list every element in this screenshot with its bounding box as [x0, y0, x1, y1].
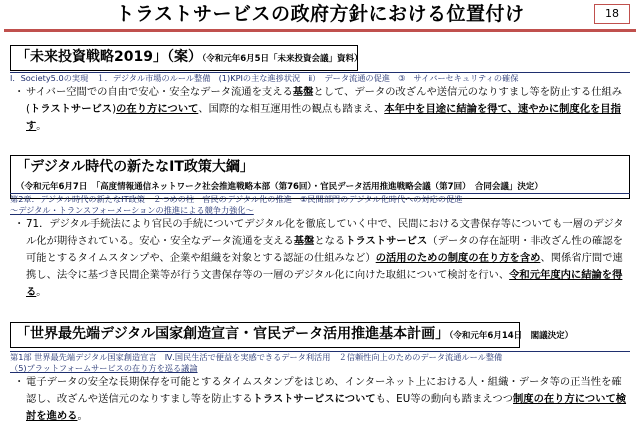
text: として、データの改ざんや送信元のなりすまし等を防止する仕組み( — [26, 86, 623, 115]
text: ) — [112, 103, 117, 115]
text: （データの存在証明・非改ざん性の確認を可能とするタイムスタンプや、企業や組織を対象とする認証の仕組みなど） — [26, 235, 623, 264]
bullet-mark: ・ — [14, 376, 25, 388]
section2-bullet-item — [10, 216, 630, 301]
text: 、国際的な相互運用性の観点も踏まえ、 — [198, 103, 385, 115]
section1-meta: （令和元年6月5日「未来投資会議」資料） — [201, 54, 363, 64]
emphasis-underlined: 本年中を目途に結論を得て、速やかに制度化を目指す — [26, 103, 621, 132]
section2-body — [10, 193, 630, 301]
section1-bullet-item — [10, 84, 630, 135]
text: 。 — [77, 410, 88, 422]
text: となる — [314, 235, 346, 247]
emphasis-underlined: 令和元年度内に結論を得る — [26, 269, 623, 298]
text: 。 — [36, 286, 47, 298]
section3-meta: （令和元年6月14日 閣議決定） — [449, 331, 574, 341]
text: 。 — [36, 120, 47, 132]
page-number: 18 — [594, 4, 630, 24]
section1-path: Ⅰ．Society5.0の実現 １．デジタル市場のルール整備 (1)KPIの主な進捗状況 ⅱ） データ流通の促進 ③ サイバーセキュリティの確保 — [10, 72, 630, 84]
page-title: トラストサービスの政府方針における位置付け — [115, 3, 525, 25]
emphasis: トラストサービス — [30, 103, 113, 115]
section1-heading — [11, 46, 363, 70]
bullet-mark: ・ — [14, 86, 25, 98]
emphasis-underlined: 制度の在り方について検討を進める — [26, 393, 627, 422]
emphasis: 基盤 — [292, 86, 314, 98]
section1-title-box — [10, 45, 363, 71]
section3-title: 「世界最先端デジタル国家創造宣言・官民データ活用推進基本計画」 — [16, 326, 450, 342]
section1-body — [10, 72, 630, 135]
title-divider — [4, 29, 636, 32]
section3-subpath: （5)プラットフォームサービスの在り方を巡る議論 — [10, 363, 198, 373]
section3-heading — [11, 323, 574, 347]
text: 71．デジタル手続法により官民の手続についてデジタル化を徹底していく中で、民間における文書保存等についても一層のデジタル化が期待されている。安心・安全なデータ流通を支える — [26, 218, 624, 247]
emphasis-underlined: の活用のための制度の在り方を含め — [375, 252, 541, 264]
section2-path: 第2章．デジタル時代の新たなIT政策 ２つめの柱 官民のデジタル化の推進 ②民間部門のデジタル化時代への対応の促進 — [10, 193, 630, 205]
section3-path: 第1部 世界最先端デジタル国家創造宣言 Ⅳ.国民生活で便益を実感できるデータ利活用 ２信頼性向上のためのデータ流通ルール整備 — [10, 351, 630, 363]
section3-body — [10, 351, 630, 425]
section2-meta: （令和元年6月7日 「高度情報通信ネットワーク社会推進戦略本部（第76回）・官民データ活用推進戦略会議（第7回） 合同会議」決定） — [16, 182, 543, 192]
section3-title-box — [10, 322, 574, 348]
emphasis: トラストサービス — [345, 235, 428, 247]
emphasis-underlined: の在り方について — [116, 103, 199, 115]
emphasis: 基盤 — [293, 235, 315, 247]
text: 電子データの安全な長期保存を可能とするタイムスタンプをはじめ、インターネット上における人・組織・データ等の正当性を確認し、改ざんや送信元のなりすまし等を防止する — [26, 376, 622, 405]
bullet-mark: ・ — [14, 218, 25, 230]
section2-subpath: ～デジタル・トランスフォーメーションの推進による競争力強化～ — [10, 205, 254, 215]
emphasis: トラストサービスについて — [252, 393, 376, 405]
text: も、EU等の動向も踏まえつつ — [375, 393, 513, 405]
section1-title: 「未来投資戦略2019」（案） — [16, 49, 202, 65]
text: サイバー空間での自由で安心・安全なデータ流通を支える — [26, 86, 293, 98]
section2-title: 「デジタル時代の新たなIT政策大綱」 — [16, 159, 254, 175]
text: 、関係省庁間で連携し、法令に基づき民間企業等が行う文書保存等の一層のデジタル化に向けた取組について検討を行い、 — [26, 252, 623, 281]
section3-bullet-item — [10, 374, 630, 425]
